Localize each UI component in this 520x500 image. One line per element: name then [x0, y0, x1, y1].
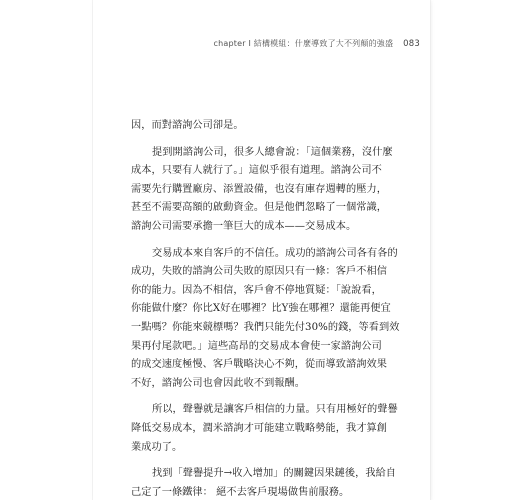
paragraph-line: 需要先行購置廠房、添置設備，也沒有庫存週轉的壓力， [131, 183, 387, 195]
running-head [214, 38, 420, 49]
paragraph-line: 的成交速度極慢、客戶戰略決心不夠，從而導致諮詢效果 [131, 359, 387, 371]
paragraph-line: 不好，諮詢公司也會因此收不到報酬。 [131, 377, 306, 389]
paragraph-line: 己定了一條鐵律： 絕不去客戶現場做售前服務。 [131, 486, 350, 498]
paragraph-line: 你的能力。因為不相信，客戶會不停地質疑：「說說看， [131, 284, 382, 296]
paragraph-line: 果再付尾款吧。」這些高昂的交易成本會使一家諮詢公司 [131, 340, 382, 352]
paragraph-line: 你能做什麼？你比X好在哪裡？比Y強在哪裡？還能再便宜 [131, 303, 391, 315]
paragraph-line: 成本，只要有人就行了。」這似乎很有道理。諮詢公司不 [131, 165, 382, 177]
paragraph-line: 一點嗎？你能來競標嗎？我們只能先付30%的錢，等看到效 [131, 321, 400, 333]
paragraph-line: 降低交易成本，潤米諮詢才可能建立戰略勢能，我才算創 [131, 422, 387, 434]
chapter-title: chapter I 結構模組：什麼導致了大不列顛的強盛 [213, 39, 394, 48]
paragraph-line: 業成功了。 [131, 441, 183, 453]
paragraph-line: 因，而對諮詢公司卻是。 [131, 120, 244, 131]
paragraph-line: 交易成本來自客戶的不信任。成功的諮詢公司各有各的 [152, 247, 398, 259]
book-page [93, 0, 430, 500]
paragraph-line: 甚至不需要高額的啟動資金。但是他們忽略了一個常識， [131, 202, 387, 214]
paragraph-line: 提到開諮詢公司，很多人總會說：「這個業務，沒什麼 [152, 146, 393, 158]
page-number: 083 [403, 39, 420, 49]
paragraph-line: 找到「聲譽提升→收入增加」的關鍵因果鏈後，我給自 [152, 468, 397, 480]
paragraph-line: 諮詢公司需要承擔一筆巨大的成本——交易成本。 [131, 220, 357, 232]
paragraph-line: 成功，失敗的諮詢公司失敗的原因只有一條：客戶不相信 [131, 266, 387, 278]
body-text [131, 117, 400, 500]
paragraph-line: 所以，聲譽就是讓客戶相信的力量。只有用極好的聲譽 [152, 404, 398, 416]
